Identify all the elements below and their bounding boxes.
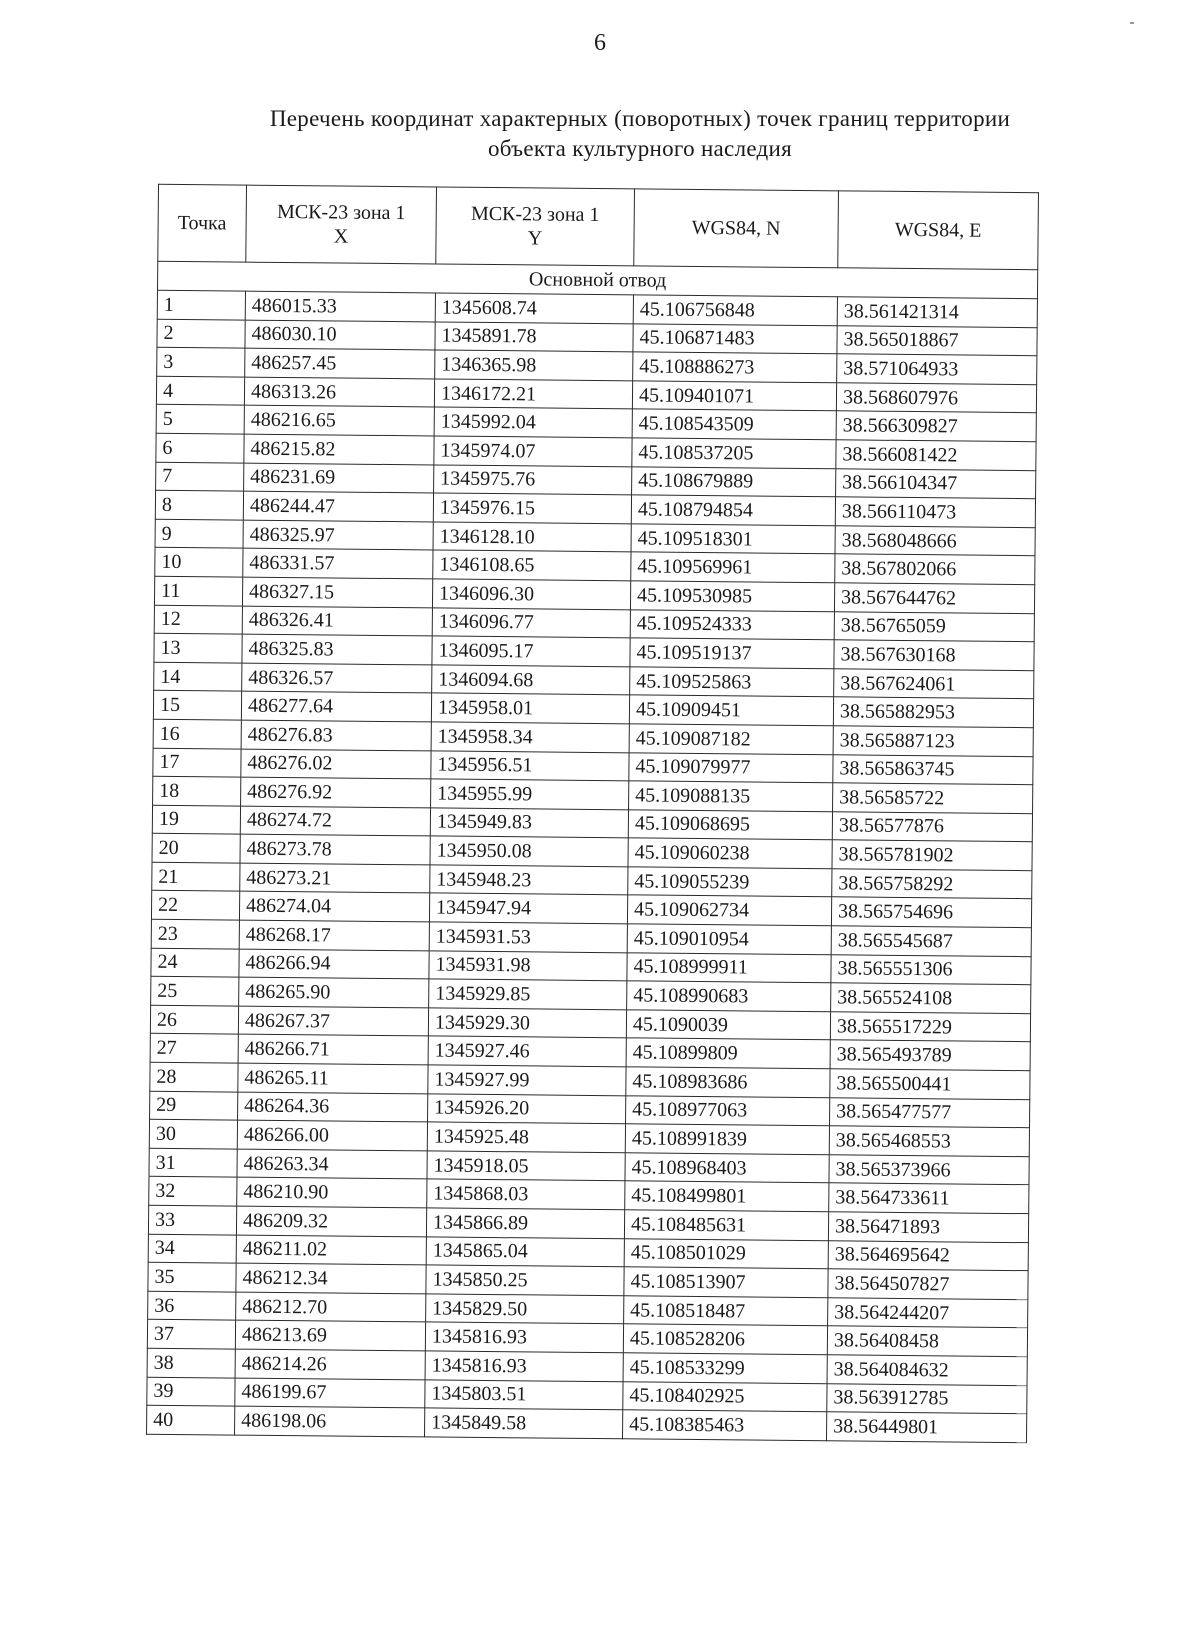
- cell-wgs84-n: 45.109055239: [628, 867, 832, 898]
- header-msk-x-line-1: МСК-23 зона 1: [276, 200, 406, 225]
- cell-wgs84-e: 38.563912785: [827, 1383, 1027, 1414]
- cell-wgs84-e: 38.567630168: [834, 640, 1034, 671]
- cell-msk-x: 486273.21: [240, 863, 430, 893]
- cell-wgs84-n: 45.109062734: [627, 895, 831, 926]
- cell-wgs84-e: 38.564084632: [827, 1355, 1027, 1386]
- cell-point: 21: [152, 862, 240, 891]
- cell-wgs84-e: 38.567624061: [834, 669, 1034, 700]
- cell-wgs84-n: 45.109530985: [630, 581, 834, 612]
- cell-msk-x: 486274.72: [240, 806, 430, 836]
- cell-wgs84-n: 45.109569961: [631, 552, 835, 583]
- cell-msk-x: 486212.34: [236, 1263, 426, 1293]
- cell-msk-x: 486214.26: [235, 1349, 425, 1379]
- cell-wgs84-n: 45.108679889: [632, 466, 836, 497]
- cell-point: 10: [155, 548, 243, 577]
- cell-wgs84-n: 45.109524333: [630, 609, 834, 640]
- cell-point: 7: [156, 462, 244, 491]
- cell-wgs84-e: 38.56471893: [828, 1212, 1028, 1243]
- cell-msk-y: 1345918.05: [427, 1151, 625, 1181]
- cell-point: 17: [153, 748, 241, 777]
- cell-wgs84-n: 45.108990683: [627, 981, 831, 1012]
- cell-msk-x: 486244.47: [243, 491, 433, 521]
- cell-point: 4: [156, 376, 244, 405]
- cell-wgs84-n: 45.108513907: [624, 1267, 828, 1298]
- cell-msk-y: 1345927.99: [428, 1065, 626, 1095]
- cell-wgs84-n: 45.108499801: [625, 1181, 829, 1212]
- cell-msk-x: 486265.11: [238, 1063, 428, 1093]
- document-title-line-1: Перечень координат характерных (поворотных) точек границ территории: [269, 106, 1011, 131]
- cell-wgs84-n: 45.109068695: [628, 810, 832, 841]
- cell-msk-x: 486267.37: [238, 1006, 428, 1036]
- cell-wgs84-e: 38.56449801: [826, 1412, 1026, 1443]
- cell-point: 23: [151, 919, 239, 948]
- document-title-line-2: объекта культурного наследия: [487, 136, 793, 161]
- cell-wgs84-n: 45.106756848: [633, 295, 837, 326]
- cell-wgs84-n: 45.108528206: [623, 1324, 827, 1355]
- cell-wgs84-n: 45.109010954: [627, 924, 831, 955]
- cell-msk-y: 1345974.07: [434, 436, 632, 466]
- cell-wgs84-e: 38.566081422: [836, 440, 1036, 471]
- cell-msk-x: 486210.90: [237, 1177, 427, 1207]
- cell-msk-y: 1345868.03: [427, 1179, 625, 1209]
- cell-wgs84-n: 45.108485631: [624, 1210, 828, 1241]
- cell-msk-x: 486030.10: [245, 320, 435, 350]
- cell-point: 32: [149, 1177, 237, 1206]
- cell-wgs84-e: 38.565500441: [830, 1069, 1030, 1100]
- cell-wgs84-e: 38.565758292: [832, 869, 1032, 900]
- cell-msk-y: 1346108.65: [433, 550, 631, 580]
- cell-msk-x: 486212.70: [236, 1292, 426, 1322]
- cell-msk-x: 486211.02: [236, 1235, 426, 1265]
- cell-point: 11: [154, 576, 242, 605]
- cell-wgs84-e: 38.571064933: [837, 354, 1037, 385]
- cell-wgs84-e: 38.566309827: [836, 411, 1036, 442]
- cell-wgs84-e: 38.565468553: [829, 1126, 1029, 1157]
- cell-msk-x: 486326.57: [242, 663, 432, 693]
- cell-msk-y: 1345955.99: [431, 779, 629, 809]
- cell-wgs84-e: 38.565517229: [830, 1012, 1030, 1043]
- cell-msk-y: 1345926.20: [428, 1094, 626, 1124]
- table-body: [147, 261, 1038, 1442]
- cell-wgs84-e: 38.565754696: [831, 897, 1031, 928]
- cell-point: 33: [148, 1205, 236, 1234]
- cell-wgs84-n: 45.108385463: [622, 1410, 826, 1441]
- cell-msk-x: 486266.00: [237, 1120, 427, 1150]
- cell-msk-x: 486327.15: [242, 577, 432, 607]
- cell-wgs84-n: 45.108533299: [623, 1353, 827, 1384]
- cell-wgs84-n: 45.108518487: [624, 1296, 828, 1327]
- cell-msk-x: 486276.02: [241, 749, 431, 779]
- cell-msk-y: 1345958.34: [431, 722, 629, 752]
- cell-msk-y: 1346128.10: [433, 522, 631, 552]
- cell-msk-y: 1345950.08: [430, 836, 628, 866]
- cell-msk-y: 1345929.30: [428, 1008, 626, 1038]
- cell-wgs84-n: 45.108983686: [626, 1067, 830, 1098]
- cell-msk-x: 486276.92: [241, 777, 431, 807]
- cell-wgs84-e: 38.56577876: [832, 811, 1032, 842]
- cell-point: 3: [157, 347, 245, 376]
- cell-wgs84-e: 38.565493789: [830, 1040, 1030, 1071]
- cell-wgs84-n: 45.108501029: [624, 1238, 828, 1269]
- cell-msk-y: 1345947.94: [429, 893, 627, 923]
- cell-wgs84-n: 45.108794854: [631, 495, 835, 526]
- cell-msk-y: 1345949.83: [430, 808, 628, 838]
- header-msk-y-line-2: Y: [527, 227, 543, 250]
- header-msk-x-line-2: X: [333, 225, 349, 248]
- cell-wgs84-e: 38.565887123: [833, 726, 1033, 757]
- cell-wgs84-e: 38.56765059: [834, 611, 1034, 642]
- cell-wgs84-n: 45.108968403: [625, 1153, 829, 1184]
- cell-point: 35: [148, 1262, 236, 1291]
- document-title: [190, 104, 1090, 164]
- cell-wgs84-n: 45.108537205: [632, 438, 836, 469]
- cell-wgs84-e: 38.567802066: [835, 554, 1035, 585]
- cell-msk-x: 486213.69: [235, 1320, 425, 1350]
- cell-wgs84-n: 45.109401071: [632, 381, 836, 412]
- header-wgs84-e: WGS84, E: [838, 191, 1039, 270]
- cell-point: 20: [152, 834, 240, 863]
- cell-msk-y: 1345865.04: [426, 1236, 624, 1266]
- cell-msk-y: 1345803.51: [425, 1379, 623, 1409]
- cell-msk-y: 1345816.93: [425, 1322, 623, 1352]
- cell-msk-x: 486331.57: [243, 548, 433, 578]
- cell-wgs84-e: 38.565373966: [829, 1155, 1029, 1186]
- cell-msk-x: 486231.69: [244, 463, 434, 493]
- cell-msk-x: 486015.33: [245, 291, 435, 321]
- cell-point: 9: [155, 519, 243, 548]
- cell-wgs84-e: 38.566110473: [835, 497, 1035, 528]
- cell-wgs84-n: 45.10909451: [629, 695, 833, 726]
- cell-wgs84-e: 38.564244207: [828, 1298, 1028, 1329]
- cell-wgs84-e: 38.568607976: [836, 383, 1036, 414]
- cell-msk-y: 1346094.68: [432, 665, 630, 695]
- cell-point: 31: [149, 1148, 237, 1177]
- cell-msk-y: 1345850.25: [426, 1265, 624, 1295]
- cell-wgs84-n: 45.108886273: [633, 352, 837, 383]
- cell-point: 22: [151, 891, 239, 920]
- cell-point: 6: [156, 433, 244, 462]
- cell-msk-x: 486216.65: [244, 405, 434, 435]
- cell-point: 24: [151, 948, 239, 977]
- cell-wgs84-n: 45.1090039: [626, 1010, 830, 1041]
- cell-msk-y: 1345829.50: [426, 1294, 624, 1324]
- cell-wgs84-n: 45.108991839: [625, 1124, 829, 1155]
- cell-msk-y: 1345948.23: [430, 865, 628, 895]
- cell-msk-x: 486198.06: [235, 1406, 425, 1436]
- cell-wgs84-e: 38.56585722: [833, 783, 1033, 814]
- cell-msk-x: 486263.34: [237, 1149, 427, 1179]
- cell-wgs84-e: 38.564695642: [828, 1240, 1028, 1271]
- cell-wgs84-e: 38.564733611: [829, 1183, 1029, 1214]
- header-msk-y-line-1: МСК-23 зона 1: [470, 202, 600, 227]
- cell-wgs84-e: 38.565524108: [831, 983, 1031, 1014]
- cell-point: 18: [153, 776, 241, 805]
- cell-msk-y: 1345608.74: [435, 293, 633, 323]
- cell-point: 2: [157, 319, 245, 348]
- cell-msk-y: 1345976.15: [433, 493, 631, 523]
- header-point: Точка: [158, 184, 247, 262]
- cell-msk-x: 486265.90: [239, 977, 429, 1007]
- cell-msk-y: 1346172.21: [434, 379, 632, 409]
- cell-wgs84-n: 45.109060238: [628, 838, 832, 869]
- cell-wgs84-e: 38.565781902: [832, 840, 1032, 871]
- cell-msk-y: 1345992.04: [434, 407, 632, 437]
- cell-wgs84-e: 38.565545687: [831, 926, 1031, 957]
- cell-wgs84-e: 38.565551306: [831, 954, 1031, 985]
- cell-wgs84-e: 38.568048666: [835, 526, 1035, 557]
- cell-point: 40: [147, 1405, 235, 1434]
- cell-msk-y: 1345931.53: [429, 922, 627, 952]
- cell-msk-x: 486325.83: [242, 634, 432, 664]
- cell-wgs84-n: 45.106871483: [633, 323, 837, 354]
- cell-msk-x: 486266.71: [238, 1035, 428, 1065]
- cell-point: 14: [154, 662, 242, 691]
- coordinates-table-container: [146, 184, 1038, 1443]
- cell-msk-x: 486273.78: [240, 834, 430, 864]
- cell-wgs84-e: 38.565882953: [833, 697, 1033, 728]
- cell-msk-y: 1345958.01: [431, 693, 629, 723]
- cell-point: 19: [152, 805, 240, 834]
- cell-msk-x: 486264.36: [238, 1092, 428, 1122]
- cell-wgs84-n: 45.108543509: [632, 409, 836, 440]
- cell-point: 16: [153, 719, 241, 748]
- cell-point: 37: [147, 1320, 235, 1349]
- cell-point: 5: [156, 405, 244, 434]
- cell-msk-y: 1345891.78: [435, 322, 633, 352]
- cell-msk-y: 1345849.58: [425, 1408, 623, 1438]
- cell-msk-x: 486266.94: [239, 949, 429, 979]
- cell-msk-x: 486274.04: [239, 892, 429, 922]
- cell-wgs84-n: 45.109079977: [629, 752, 833, 783]
- header-msk-x: [246, 185, 437, 264]
- cell-wgs84-n: 45.109519137: [630, 638, 834, 669]
- cell-msk-x: 486268.17: [239, 920, 429, 950]
- cell-msk-x: 486257.45: [245, 348, 435, 378]
- cell-msk-y: 1346095.17: [432, 636, 630, 666]
- cell-msk-x: 486276.83: [241, 720, 431, 750]
- cell-msk-x: 486313.26: [244, 377, 434, 407]
- cell-msk-y: 1345866.89: [426, 1208, 624, 1238]
- header-msk-y: [436, 187, 635, 266]
- cell-point: 29: [150, 1091, 238, 1120]
- cell-wgs84-n: 45.109088135: [629, 781, 833, 812]
- cell-wgs84-e: 38.565477577: [830, 1097, 1030, 1128]
- cell-point: 13: [154, 633, 242, 662]
- cell-msk-y: 1345816.93: [425, 1351, 623, 1381]
- cell-wgs84-n: 45.109518301: [631, 524, 835, 555]
- cell-point: 8: [155, 490, 243, 519]
- cell-wgs84-n: 45.108999911: [627, 952, 831, 983]
- table-header-row: [158, 184, 1039, 269]
- cell-msk-x: 486215.82: [244, 434, 434, 464]
- cell-point: 39: [147, 1377, 235, 1406]
- cell-msk-x: 486209.32: [236, 1206, 426, 1236]
- cell-wgs84-e: 38.565018867: [837, 325, 1037, 356]
- cell-wgs84-e: 38.564507827: [828, 1269, 1028, 1300]
- cell-point: 30: [149, 1119, 237, 1148]
- cell-msk-x: 486199.67: [235, 1378, 425, 1408]
- cell-point: 1: [157, 290, 245, 319]
- cell-msk-y: 1345929.85: [429, 979, 627, 1009]
- cell-point: 15: [153, 691, 241, 720]
- cell-wgs84-e: 38.567644762: [834, 583, 1034, 614]
- cell-point: 12: [154, 605, 242, 634]
- cell-point: 34: [148, 1234, 236, 1263]
- cell-msk-y: 1345975.76: [434, 464, 632, 494]
- coordinates-table: [146, 184, 1039, 1443]
- cell-msk-y: 1346096.77: [432, 607, 630, 637]
- cell-wgs84-n: 45.10899809: [626, 1038, 830, 1069]
- page-number: 6: [594, 30, 606, 56]
- cell-point: 25: [151, 976, 239, 1005]
- cell-msk-x: 486325.97: [243, 520, 433, 550]
- cell-point: 27: [150, 1034, 238, 1063]
- cell-msk-y: 1345956.51: [431, 750, 629, 780]
- section-label: Основной отвод: [157, 261, 1037, 298]
- cell-point: 26: [150, 1005, 238, 1034]
- cell-msk-y: 1345927.46: [428, 1036, 626, 1066]
- cell-wgs84-e: 38.561421314: [837, 297, 1037, 328]
- scan-speck: [1130, 22, 1134, 24]
- cell-wgs84-n: 45.109525863: [630, 667, 834, 698]
- cell-msk-y: 1345925.48: [427, 1122, 625, 1152]
- cell-msk-y: 1346096.30: [432, 579, 630, 609]
- cell-wgs84-e: 38.56408458: [827, 1326, 1027, 1357]
- cell-msk-y: 1345931.98: [429, 951, 627, 981]
- cell-msk-y: 1346365.98: [435, 350, 633, 380]
- cell-point: 28: [150, 1062, 238, 1091]
- cell-point: 36: [148, 1291, 236, 1320]
- cell-wgs84-n: 45.108977063: [626, 1095, 830, 1126]
- header-wgs84-n: WGS84, N: [634, 189, 839, 268]
- cell-wgs84-n: 45.108402925: [623, 1381, 827, 1412]
- cell-msk-x: 486277.64: [241, 691, 431, 721]
- cell-wgs84-n: 45.109087182: [629, 724, 833, 755]
- cell-wgs84-e: 38.566104347: [836, 468, 1036, 499]
- cell-point: 38: [147, 1348, 235, 1377]
- cell-wgs84-e: 38.565863745: [833, 754, 1033, 785]
- cell-msk-x: 486326.41: [242, 606, 432, 636]
